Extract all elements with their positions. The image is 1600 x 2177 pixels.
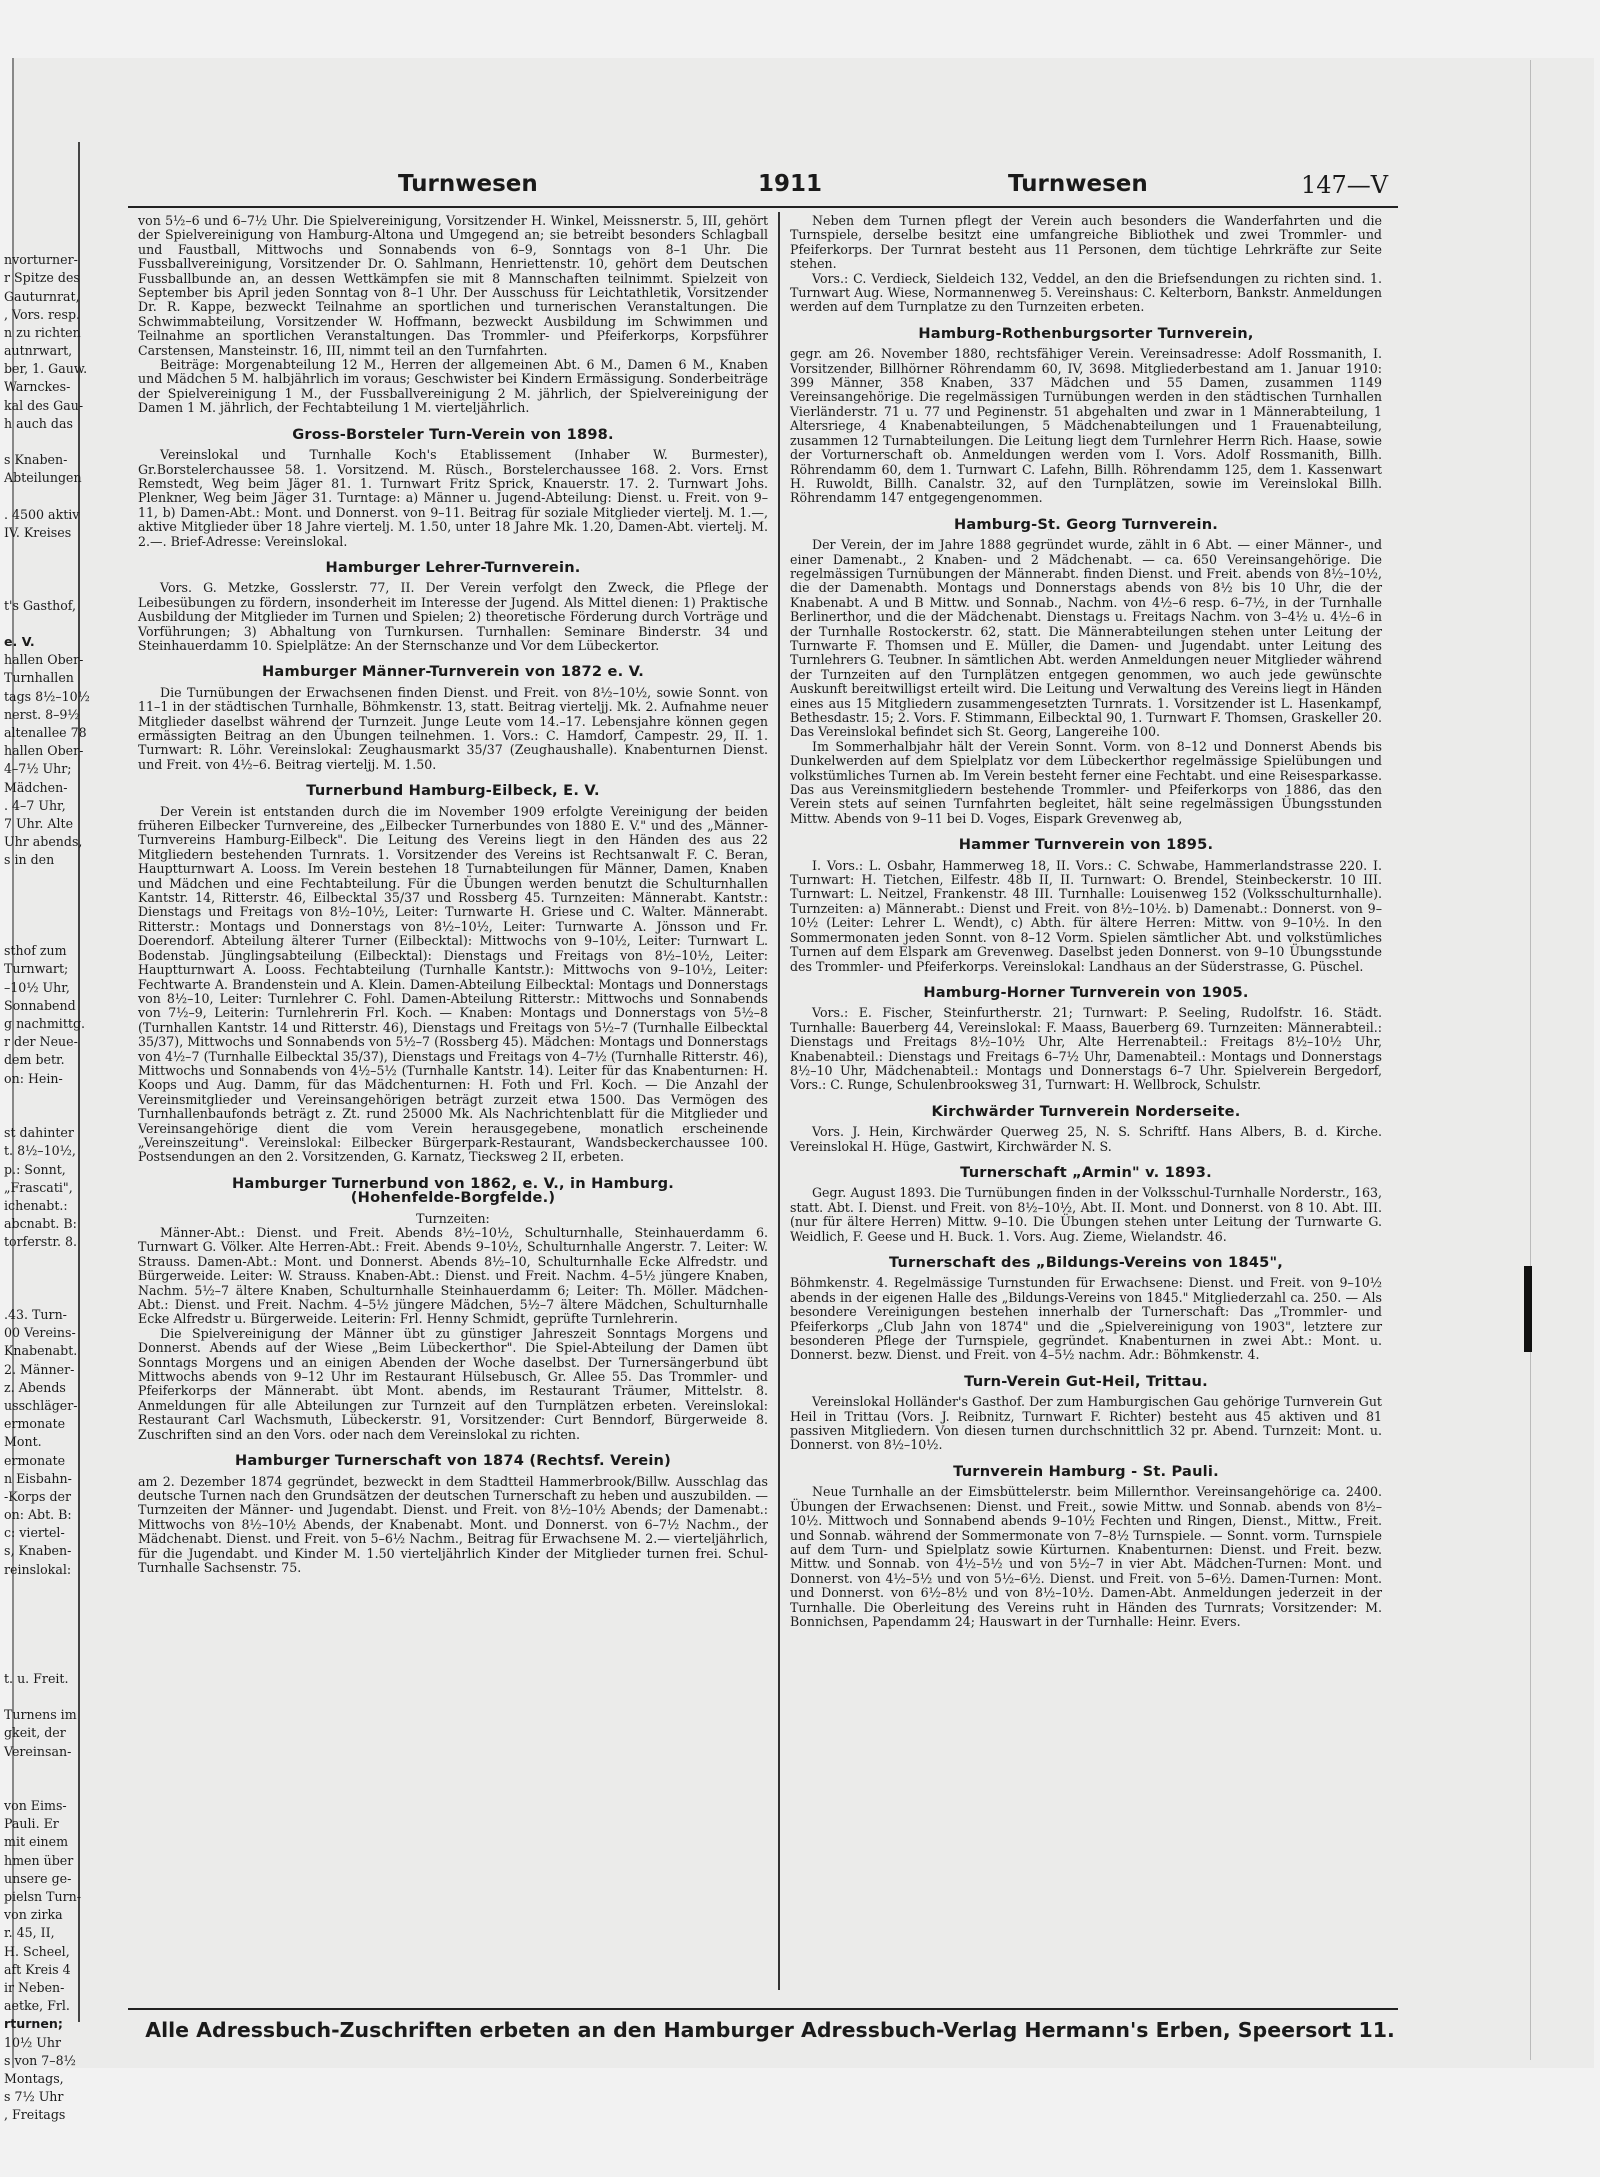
left-margin-column — [0, 142, 90, 2123]
margin-line: Sonnabend — [4, 997, 76, 1013]
margin-line: 2. Männer- — [4, 1361, 75, 1377]
margin-spacer — [4, 870, 78, 888]
margin-line: c: viertel- — [4, 1525, 65, 1541]
margin-line: von Eims- — [4, 1798, 67, 1814]
margin-line: s, Knaben- — [4, 1543, 72, 1559]
margin-line: -Korps der — [4, 1488, 71, 1504]
section-title: Turnverein Hamburg - St. Pauli. — [953, 1462, 1219, 1480]
margin-spacer — [4, 906, 78, 924]
margin-line: Mont. — [4, 1434, 42, 1450]
margin-line: dem betr. — [4, 1052, 65, 1068]
section-subtitle: (Hohenfelde-Borgfelde.) — [350, 1189, 556, 1207]
section-text: Vors. G. Metzke, Gosslerstr. 77, II. Der Verein verfolgt den Zweck, die Pflege der Leibesübungen zu fördern, insonderheit im Interesse der Jugend. Als Mittel dienen: 1) Praktische Ausbildung der Mitglieder im Turnen und Spielen; 2) theoretische Förderung durch Vorträge und Vorführungen; 3) Abhaltung von Turnkursen. Turnhallen: Seminare Binderstr. 34 und Steinhauerdamm 10. Spielplätze: An der Sternschanze und Vor dem Lübeckertor. — [138, 580, 768, 653]
margin-spacer — [4, 888, 78, 906]
margin-line — [4, 1251, 78, 1269]
margin-line: aft Kreis 4 — [4, 1961, 71, 1977]
section-title: Kirchwärder Turnverein Norderseite. — [931, 1102, 1241, 1120]
section-text: am 2. Dezember 1874 gegründet, bezweckt in dem Stadtteil Hammerbrook/Billw. Ausschlag das deutsche Turnen nach den Grundsätzen der deutschen Turnerschaft zu heben und auszubilden. — Turnzeiten der Männer- und Jugendabt. Dienst. und Freit. von 8½–10½ Abends; der Damenabt.: Mittwochs von 8½–10½ Abends, der Knabenabt. Mont. und Donnerst. von 6–7½ Nachm., der Mädchenabt. Dienst. und Freit. von 5–6½ Nachm., Beitrag für Erwachsene M. 2.— vierteljährlich, für die Jugendabt. und Kinder M. 1.50 vierteljährlich Kinder der Mitglieder turnen frei. Schul-Turnhalle Sachsenstr. 75. — [138, 1473, 768, 1575]
margin-line: Gauturnrat, — [4, 288, 80, 304]
margin-line: kal des Gau- — [4, 397, 84, 413]
margin-line: Turnwart; — [4, 961, 69, 977]
margin-line: st dahinter — [4, 1125, 74, 1141]
margin-line: H. Scheel, — [4, 1943, 70, 1959]
margin-line — [4, 233, 78, 251]
header-left: Turnwesen — [398, 171, 538, 197]
section-title: Hammer Turnverein von 1895. — [958, 836, 1214, 854]
section-text: Neue Turnhalle an der Eimsbüttelerstr. beim Millernthor. Vereinsangehörige ca. 2400. Übungen der Erwachsenen: Dienst. und Freit., sowie Mittw. und Sonnab. abends von 8½–10½. Mittwoch und Sonnabend abends 9–10½ Fechten und Ringen, Dienst., Mittw., Freit. und Sonnab. während der Sommermonate von 7–8½ Turnspiele. — Sonnt. vorm. Turnspiele auf dem Turn- und Spielplatz sowie Kürturnen. Knabenturnen: Dienst. und Freit. bezw. Mittw. und Sonnab. von 4½–5½ und von 5½–7 in vier Abt. Mädchen-Turnen: Mont. und Donnerst. von 4½–5½ und von 5½–6½. Dienst. und Freit. von 5–6½. Damen-Turnen: Mont. und Donnerst. von 6½–8½ und von 8½–10½. Damen-Abt. Anmeldungen jederzeit in der Turnhalle. Die Oberleitung des Vereins ruht in Händen des Turnrats; Vorsitzender: M. Bonnichsen, Papendamm 24; Hauswart in der Turnhalle: Heinr. Evers. — [790, 1484, 1382, 1629]
page-footer: Alle Adressbuch-Zuschriften erbeten an den Hamburger Adressbuch-Verlag Hermann's Erben, Speersort 11. — [145, 2018, 1395, 2042]
margin-line — [4, 1761, 78, 1779]
header-center: 1911 — [758, 171, 823, 197]
margin-line: , Vors. resp. — [4, 306, 81, 322]
margin-line: r. 45, II, — [4, 1925, 55, 1941]
margin-line — [4, 1088, 78, 1106]
margin-spacer — [4, 1597, 78, 1615]
margin-line: altenallee 78 — [4, 725, 87, 740]
margin-line: .43. Turn- — [4, 1307, 67, 1322]
margin-line — [4, 1288, 78, 1306]
margin-line: t. 8½–10½, — [4, 1143, 76, 1159]
margin-line: n zu richten — [4, 324, 81, 340]
section-title: Turnerbund Hamburg-Eilbeck, E. V. — [306, 782, 600, 800]
margin-spacer — [4, 1652, 78, 1670]
col-a-intro: von 5½–6 und 6–7½ Uhr. Die Spielvereinigung, Vorsitzender H. Winkel, Meissnerstr. 5, III, gehört der Spielvereinigung von Hamburg-Altona und Umgegend an; sie betreibt besonders Schlagball und Faustball, Mittwochs und Sonnabends von 6–9, Sonntags von 8–1 Uhr. Die Fussballvereinigung, Vorsitzender Dr. O. Sahlmann, Henriettenstr. 10, gehört dem Deutschen Fussballbunde an, an dessen Wettkämpfen sie mit 8 Mannschaften teilnimmt. Spielzeit von September bis April jeden Sonntag von 8–1 Uhr. Der Ausschuss für Leichtathletik, Vorsitzender Dr. R. Kappe, bezweckt Teilnahme an sportlichen und turnerischen Veranstaltungen. Die Schwimmabteilung, Vorsitzender W. Hoffmann, bezweckt Ausbildung im Schwimmen und Teilnahme an sportlichen Veranstaltungen. Das Trommler- und Pfeiferkorps, Korpsführer Carstensen, Mansteinstr. 16, III, nimmt teil an den Turnfahrten. — [138, 213, 768, 358]
margin-line: ermonate — [4, 1452, 66, 1468]
margin-line: Montags, — [4, 2070, 64, 2086]
margin-line: pielsn Turn- — [4, 1889, 82, 1904]
section-text: Vors.: E. Fischer, Steinfurtherstr. 21; Turnwart: P. Seeling, Rudolfstr. 16. Städt. Turnhalle: Bauerberg 44, Vereinslokal: F. Maass, Bauerberg 69. Turnzeiten: Männerabteil.: Dienstags und Freitags 8½–10½ Uhr, Alte Herrenabteil.: Freitags 8½–10½ Uhr, Knabenabteil.: Dienstags und Freitags 6–7½ Uhr, Damenabteil.: Montags und Donnerstags 8½–10 Uhr, Mädchenabteil.: Montags und Donnerstags 6–7 Uhr. Spielverein Bergedorf, Vors.: C. Runge, Schulenbrooksweg 31, Turnwart: H. Wellbrock, Schulstr. — [790, 1005, 1382, 1093]
section-text: Vereinslokal und Turnhalle Koch's Etablissement (Inhaber W. Burmester), Gr.Borstelerchaussee 58. 1. Vorsitzend. M. Rüsch., Borstelerchaussee 168. 2. Vors. Ernst Remstedt, Weg beim Jäger 81. 1. Turnwart Fritz Sprick, Knauerstr. 17. 2. Turnwart Johs. Plenkner, Weg beim Jäger 31. Turntage: a) Männer u. Jugend-Abteilung: Dienst. u. Freit. von 9–11, b) Damen-Abt.: Mont. und Donnerst. von 9–11. Beitrag für soziale Mitglieder viertelj. M. 1.—, aktive Mitglieder über 18 Jahre viertelj. M. 1.50, unter 18 Jahre Mk. 1.20, Damen-Abt. viertelj. M. 2.—. Brief-Adresse: Vereinslokal. — [138, 447, 768, 549]
margin-line: on: Abt. B: — [4, 1507, 72, 1523]
margin-line: p.: Sonnt, — [4, 1161, 66, 1177]
margin-line: –10½ Uhr, — [4, 979, 70, 995]
margin-line: „Frascati", — [4, 1179, 73, 1195]
margin-mark — [1524, 1266, 1532, 1352]
margin-line: on: Hein- — [4, 1070, 63, 1086]
margin-line: 00 Vereins- — [4, 1325, 76, 1341]
section-text: Männer-Abt.: Dienst. und Freit. Abends 8½–10½, Schulturnhalle, Steinhauerdamm 6. Turnwart G. Völker. Alte Herren-Abt.: Freit. Abends 9–10½, Schulturnhalle Angerstr. 7. Leiter: W. Strauss. Damen-Abt.: Mont. und Donnerst. Abends 8½–10, Schulturnhalle Ecke Alfredstr. und Bürgerweide. Leiter: W. Strauss. Knaben-Abt.: Dienst. und Freit. Nachm. 4–5½ jüngere Knaben, Nachm. 5½–7 ältere Knaben, Schulturnhalle Steinhauerdamm 6; Leiter: Th. Möller. Mädchen-Abt.: Dienst. und Freit. Nachm. 4–5½ jüngere Mädchen, 5½–7 ältere Mädchen, Schulturnhalle Ecke Alfredstr u. Bürgerweide. Leiterin: Frl. Henny Schmidt, geprüfte Turnlehrerin. — [138, 1225, 768, 1327]
margin-line: Mädchen- — [4, 779, 68, 795]
margin-line: e. V. — [4, 634, 35, 650]
margin-line: rturnen; — [4, 2016, 63, 2032]
col-b-intro-2: Vors.: C. Verdieck, Sieldeich 132, Veddel, an den die Briefsendungen zu richten sind. 1. Turnwart Aug. Wiese, Normannenweg 5. Vereinshaus: C. Kelterborn, Bankstr. Anmeldungen werden auf dem Turnplatze zu den Turnzeiten erbeten. — [790, 270, 1382, 315]
margin-line — [4, 560, 78, 578]
margin-line: 4–7½ Uhr; — [4, 761, 72, 777]
col-b-intro: Neben dem Turnen pflegt der Verein auch besonders die Wanderfahrten und die Turnspiele, derselbe besitzt eine umfangreiche Bibliothek und zwei Trommler- und Pfeiferkorps. Der Turnrat besteht aus 11 Personen, dem tüchtige Lehrkräfte zur Seite stehen. — [790, 213, 1382, 272]
margin-line: g nachmittg. — [4, 1016, 86, 1031]
margin-line: 10½ Uhr — [4, 2034, 61, 2050]
margin-line: hmen über — [4, 1852, 74, 1868]
margin-line: Turnhallen — [4, 670, 74, 686]
margin-line — [4, 178, 78, 196]
header-right: Turnwesen — [1008, 171, 1148, 197]
margin-line: Vereinsan- — [4, 1743, 72, 1759]
margin-spacer — [4, 1633, 78, 1651]
section-text: Vors. J. Hein, Kirchwärder Querweg 25, N. S. Schriftf. Hans Albers, B. d. Kirche. Vereinslokal H. Hüge, Gastwirt, Kirchwärder N. S. — [790, 1124, 1382, 1154]
margin-line — [4, 542, 78, 560]
margin-line — [4, 160, 78, 178]
margin-line: t. u. Freit. — [4, 1670, 69, 1686]
margin-line — [4, 615, 78, 633]
header-rule — [128, 206, 1398, 208]
margin-line: z. Abends — [4, 1379, 66, 1395]
footer-rule — [128, 2008, 1398, 2010]
section-text: gegr. am 26. November 1880, rechtsfähiger Verein. Vereinsadresse: Adolf Rossmanith, I. Vorsitzender, Billhörner Röhrendamm 60, IV, 3698. Mitgliederbestand am 1. Januar 1910: 399 Männer, 358 Knaben, 337 Mädchen und 55 Damen, zusammen 1149 Vereinsangehörige. Die regelmässigen Turnübungen werden in den städtischen Turnhallen Vierländerstr. 71 u. 77 und Peginenstr. 51 abgehalten und zwar in 1 Männerabteilung, 1 Altersriege, 4 Knabenabteilungen, 5 Mädchenabteilungen und 1 Frauenabteilung, zusammen 12 Turnabteilungen. Die Leitung liegt dem Turnlehrer Herrn Rich. Haase, sowie der Vorturnerschaft ob. Anmeldungen werden vom I. Vors. Adolf Rossmanith, Billh. Röhrendamm 60, dem 1. Turnwart C. Lafehn, Billh. Röhrendamm 125, dem 1. Kassenwart H. Ruwoldt, Billh. Canalstr. 32, auf den Turnplätzen, sowie im Vereinslokal Billh. Röhrendamm 147 entgegengenommen. — [790, 346, 1382, 506]
margin-line — [4, 1779, 78, 1797]
margin-line: Pauli. Er — [4, 1816, 59, 1832]
margin-line: s in den — [4, 852, 55, 868]
section-text: Der Verein, der im Jahre 1888 gegründet wurde, zählt in 6 Abt. — einer Männer-, und einer Damenabt., 2 Knaben- und 2 Mädchenabt. — ca. 650 Vereinsangehörige. Die regelmässigen Turnübungen der Männerabt. finden Dienst. und Freit. abends von 8½–10½, die der Damenabth. Montags und Donnerstags abends von 8½ bis 10 Uhr, die der Knabenabt. A und B Mittw. und Sonnab., Nachm. von 4½–6 resp. 6–7½, in der Turnhalle Berlinerthor, und die der Mädchenabt. Dienstags u. Freitags Nachm. von 3–4½ u. 4½–6 in der Turnhalle Rostockerstr. 62, statt. Die Männerabteilungen stehen unter Leitung der Turnwarte F. Thomsen und E. Müller, die Damen- und Jugendabt. unter Leitung des Turnlehrers G. Teubner. In sämtlichen Abt. werden Anmeldungen neuer Mitglieder während der Turnzeiten auf den Turnplätzen entgegen genommen, wo auch jede gewünschte Auskunft bereitwilligst erteilt wird. Die Leitung und Verwaltung des Vereins liegt in Händen eines aus 15 Mitgliedern zusammengesetzten Turnrats. 1. Vorsitzender ist L. Hasenkampf, Bethesdastr. 15; 2. Vors. F. Stimmann, Eilbecktal 90, 1. Turnwart F. Thomsen, Graskeller 20. Das Vereinslokal befindet sich St. Georg, Langereihe 100. — [790, 537, 1382, 740]
margin-line: Uhr abends, — [4, 834, 83, 850]
column-b — [790, 214, 1382, 2004]
margin-line — [4, 579, 78, 597]
section-title: Hamburg-Rothenburgsorter Turnverein, — [918, 324, 1254, 342]
margin-line: torferstr. 8. — [4, 1234, 77, 1250]
page-number: 147—V — [1301, 171, 1389, 199]
margin-line — [4, 433, 78, 451]
section-text: Die Spielvereinigung der Männer übt zu günstiger Jahreszeit Sonntags Morgens und Donnerst. Abends auf der Wiese „Beim Lübeckerthor". Die Spiel-Abteilung der Damen übt Sonntags Morgens und an einigen Abenden der Woche daselbst. Der Turnersängerbund übt Mittwochs abends von 9–12 Uhr im Restaurant Hülsebusch, Gr. Allee 55. Das Trommler- und Pfeiferkorps der Männerabt. übt Mont. abends, im Restaurant Träumer, Mittelstr. 8. Anmeldungen für alle Abteilungen zur Turnzeit auf den Turnplätzen erbeten. Vereinslokal: Restaurant Carl Wachsmuth, Lübeckerstr. 91, Vorsitzender: Curt Benndorf, Bürgerweide 8. Zuschriften sind an den Vors. oder nach dem Vereinslokal zu richten. — [138, 1325, 768, 1442]
margin-line: mit einem — [4, 1834, 69, 1850]
margin-line — [4, 1688, 78, 1706]
margin-spacer — [4, 1579, 78, 1597]
margin-line: t's Gasthof, — [4, 597, 76, 613]
margin-line: gkeit, der — [4, 1725, 66, 1741]
margin-line — [4, 197, 78, 215]
margin-line — [4, 215, 78, 233]
margin-line: s von 7–8½ — [4, 2052, 76, 2068]
margin-line: ber, 1. Gauw. — [4, 361, 88, 377]
section-text: I. Vors.: L. Osbahr, Hammerweg 18, II. Vors.: C. Schwabe, Hammerlandstrasse 220. I. Turnwart: H. Tietchen, Eilfestr. 48b II, II. Turnwart: O. Brendel, Steinbeckerstr. 10 III. Turnwart: L. Neitzel, Frankenstr. 48 III. Turnhalle: Louisenweg 152 (Volksschulturnhalle). Turnzeiten: a) Männerabt.: Dienst und Freit. von 8½–10½. b) Damenabt.: Donnerst. von 9–10½ (Leiter: Lehrer L. Wendt), c) Abth. für ältere Herren: Mittw. von 9–10½. In den Sommermonaten jeden Sonnt. von 8–12 Vorm. Spielen sämtlicher Abt. und volkstümliches Turnen auf dem Elspark am Grevenweg. Daselbst jeden Donnerst. von 9–10 Übungsstunde des Trommler- und Pfeiferkorps. Vereinslokal: Landhaus an der Süderstrasse, G. Püschel. — [790, 857, 1382, 974]
margin-line: hallen Ober- — [4, 652, 84, 668]
section-title: Turnerschaft des „Bildungs-Vereins von 1845", — [888, 1254, 1283, 1271]
margin-line: s 7½ Uhr — [4, 2089, 64, 2105]
margin-line: ermonate — [4, 1416, 66, 1432]
margin-line: autnrwart, — [4, 343, 73, 359]
margin-line: n Eisbahn- — [4, 1470, 72, 1486]
margin-line: Knabenabt. — [4, 1343, 78, 1359]
section-title: Hamburg-Horner Turnverein von 1905. — [923, 983, 1249, 1001]
section-title: Gross-Borsteler Turn-Verein von 1898. — [292, 425, 614, 443]
margin-line: hallen Ober- — [4, 743, 84, 759]
column-a — [138, 214, 768, 2004]
margin-line — [4, 142, 78, 160]
margin-line: , Freitags — [4, 2107, 66, 2123]
section-title: Hamburger Lehrer-Turnverein. — [325, 558, 581, 576]
margin-line: 7 Uhr. Alte — [4, 815, 74, 831]
col-a-intro-2: Beiträge: Morgenabteilung 12 M., Herren der allgemeinen Abt. 6 M., Damen 6 M., Knaben und Mädchen 5 M. halbjährlich im voraus; Geschwister bei Kindern Ermässigung. Sonderbeiträge der Spielvereinigung 1 M., der Fussballvereinigung 2 M. jährlich, der Spielvereinigung der Damen 1 M. jährlich, der Fechtabteilung 1 M. vierteljährlich. — [138, 357, 768, 416]
margin-line: r Spitze des — [4, 270, 80, 286]
margin-spacer — [4, 1615, 78, 1633]
margin-line: ichenabt.: — [4, 1197, 68, 1213]
margin-line: IV. Kreises — [4, 524, 72, 540]
margin-line: . 4–7 Uhr, — [4, 797, 66, 813]
margin-line: Abteilungen — [4, 470, 82, 486]
margin-line: aetke, Frl. — [4, 1998, 70, 2014]
section-text: Vereinslokal Holländer's Gasthof. Der zum Hamburgischen Gau gehörige Turnverein Gut Heil in Trittau (Vors. J. Reibnitz, Turnwart F. Richter) besteht aus 45 aktiven und 81 passiven Mitgliedern. Von diesen turnen durchschnittlich 32 pr. Abend. Turnzeit: Mont. u. Donnerst. von 8½–10½. — [790, 1394, 1382, 1453]
margin-line: unsere ge- — [4, 1870, 72, 1886]
section-title: Hamburger Turnerschaft von 1874 (Rechtsf. Verein) — [234, 1452, 672, 1470]
section-text: Im Sommerhalbjahr hält der Verein Sonnt. Vorm. von 8–12 und Donnerst Abends bis Dunkelwerden auf dem Spielplatz vor dem Lübeckerthor regelmässige Spielübungen und volkstümliches Turnen ab. Im Verein besteht ferner eine Fechtabt. und eine Reisesparkasse. Das aus Vereinsmitgliedern bestehende Trommler- und Pfeiferkorps von 1886, das den Verein stets auf seinen Turnfahrten begleitet, hält seine regelmässigen Übungsstunden Mittw. Abends von 9–11 bei D. Voges, Eispark Grevenweg ab, — [790, 738, 1382, 826]
margin-line: sthof zum — [4, 943, 67, 959]
section-title: Turnerschaft „Armin" v. 1893. — [960, 1163, 1212, 1181]
section-text: Böhmkenstr. 4. Regelmässige Turnstunden für Erwachsene: Dienst. und Freit. von 9–10½ abends in der eigenen Halle des „Bildungs-Vereins von 1845." Mitgliederzahl ca. 250. — Als besondere Vereinigungen bestehen innerhalb der Turnerschaft: Das „Trommler- und Pfeiferkorps „Club Jahn von 1874" und die „Spielvereinigung von 1903", letztere zur besonderen Pflege der Turnspiele, gegründet. Knabenturnen in zwei Abt.: Mont. u. Donnerst. bezw. Dienst. und Freit. von 4–5½ nachm. Adr.: Böhmkenstr. 4. — [790, 1275, 1382, 1363]
section-title: Hamburger Männer-Turnverein von 1872 e. V. — [262, 663, 644, 681]
margin-line: h auch das — [4, 415, 73, 431]
margin-line: von zirka — [4, 1907, 63, 1923]
column-divider — [778, 212, 780, 1990]
section-text: Der Verein ist entstanden durch die im November 1909 erfolgte Vereinigung der beiden früheren Eilbecker Turnvereine, des „Eilbecker Turnerbundes von 1880 E. V." und des „Männer-Turnvereins Hamburg-Eilbeck". Die Leitung des Vereins liegt in den Händen des aus 22 Mitgliedern bestehenden Turnrats. 1. Vorsitzender des Vereins ist Rechtsanwalt F. C. Beran, Hauptturnwart A. Looss. Im Verein bestehen 18 Turnabteilungen für Männer, Damen, Knaben und Mädchen und eine Fechtabteilung. Für die Übungen werden benutzt die Schulturnhallen Kantstr. 14, Ritterstr. 46, Eilbecktal 35/37 und Rossberg 45. Turnzeiten: Männerabt. Kantstr.: Dienstags und Freitags von 8½–10½, Leiter: Turnwarte H. Griese und C. Walter. Männerabt. Ritterstr.: Montags und Donnerstags von 8½–10½, Leiter: Turnwarte A. Jönsson und Fr. Doerendorf. Abteilung älterer Turner (Eilbecktal): Mittwochs von 9–10½, Leiter: Turnwart L. Bodenstab. Jünglingsabteilung (Eilbecktal): Dienstags und Freitags von 8½–10½, Leiter: Hauptturnwart A. Looss. Fechtabteilung (Turnhalle Kantstr.): Mittwochs von 9–10½, Leiter: Fechtwarte A. Brandenstein und A. Klein. Damen-Abteilung Eilbecktal: Montags und Donnerstags von 8½–10, Leiter: Turnlehrer C. Fohl. Damen-Abteilung Ritterstr.: Mittwochs und Sonnabends von 7½–9, Leiterin: Turnlehrerin Frl. Koch. — Knaben: Montags und Donnerstags von 5½–8 (Turnhallen Kantstr. 14 und Ritterstr. 46), Dienstags und Freitags von 5½–7 (Turnhalle Eilbecktal 35/37), Mittwochs und Sonnabends von 5½–7 (Rossberg 45). Mädchen: Montags und Donnerstags von 4½–7 (Turnhalle Eilbecktal 35/37), Dienstags und Freitags von 4–7½ (Turnhalle Ritterstr. 46), Mittwochs und Sonnabends von 4½–5½ (Turnhalle Kantstr. 14). Leiter für das Knabenturnen: H. Koops und Aug. Damm, für das Mädchenturnen: H. Foth und Frl. Koch. — Die Anzahl der Vereinsmitglieder und Vereinsangehörigen beträgt zurzeit etwa 1500. Das Vermögen des Turnhallenbaufonds beträgt z. Zt. rund 25000 Mk. Als Nachrichtenblatt für die Mitglieder und Vereinsangehörige dient die vom Verein herausgegebene, monatlich erscheinende „Vereinszeitung". Vereinslokal: Eilbecker Bürgerpark-Restaurant, Wandsbeckerchaussee 100. Postsendungen an den 2. Vorsitzenden, G. Karnatz, Tiecksweg 2 II, erbeten. — [138, 803, 768, 1165]
margin-line: reinslokal: — [4, 1561, 72, 1577]
section-title: Hamburger Turnerbund von 1862, e. V., in Hamburg. — [231, 1174, 675, 1192]
margin-line: abcnabt. B: — [4, 1216, 77, 1232]
margin-line: ir Neben- — [4, 1979, 65, 1995]
margin-line: Warnckes- — [4, 379, 71, 395]
margin-line — [4, 488, 78, 506]
page-header — [128, 165, 1398, 205]
margin-line — [4, 1106, 78, 1124]
section-label: Turnzeiten: — [416, 1210, 490, 1226]
margin-line: r der Neue- — [4, 1034, 78, 1050]
section-title: Turn-Verein Gut-Heil, Trittau. — [964, 1372, 1208, 1390]
margin-spacer — [4, 924, 78, 942]
margin-line: tags 8½–10½ — [4, 688, 90, 704]
page-edge-rule — [1530, 60, 1531, 2060]
section-text: Die Turnübungen der Erwachsenen finden Dienst. und Freit. von 8½–10½, sowie Sonnt. von 11–1 in der städtischen Turnhalle, Böhmkenstr. 13, statt. Beitrag vierteljj. Mk. 2. Aufnahme neuer Mitglieder daselbst während der Turnzeit. Junge Leute vom 14.–17. Lebensjahre können gegen ermässigten Beitrag an den Übungen teilnehmen. 1. Vors.: C. Hamdorf, Campestr. 29, II. 1. Turnwart: R. Löhr. Vereinslokal: Zeughausmarkt 35/37 (Zeughaushalle). Knabenturnen Dienst. und Freit. von 4½–6. Beitrag vierteljj. M. 1.50. — [138, 684, 768, 772]
margin-line: usschläger- — [4, 1397, 78, 1413]
margin-line: s Knaben- — [4, 452, 68, 468]
margin-line: nerst. 8–9½ — [4, 706, 80, 722]
section-title: Hamburg-St. Georg Turnverein. — [953, 515, 1219, 533]
section-text: Gegr. August 1893. Die Turnübungen finden in der Volksschul-Turnhalle Norderstr., 163, statt. Abt. I. Dienst. und Freit. von 8½–10½, Abt. II. Mont. und Donnerst. von 8 10. Abt. III. (nur für ältere Herren) Mittw. 9–10. Die Übungen stehen unter Leitung der Turnwarte G. Weidlich, F. Geese und H. Buck. 1. Vors. Aug. Zieme, Wielandstr. 46. — [790, 1185, 1382, 1244]
margin-line: Turnens im — [4, 1707, 77, 1723]
margin-line: . 4500 aktiv — [4, 506, 80, 522]
margin-line: nvorturner- — [4, 252, 78, 268]
margin-line — [4, 1270, 78, 1288]
